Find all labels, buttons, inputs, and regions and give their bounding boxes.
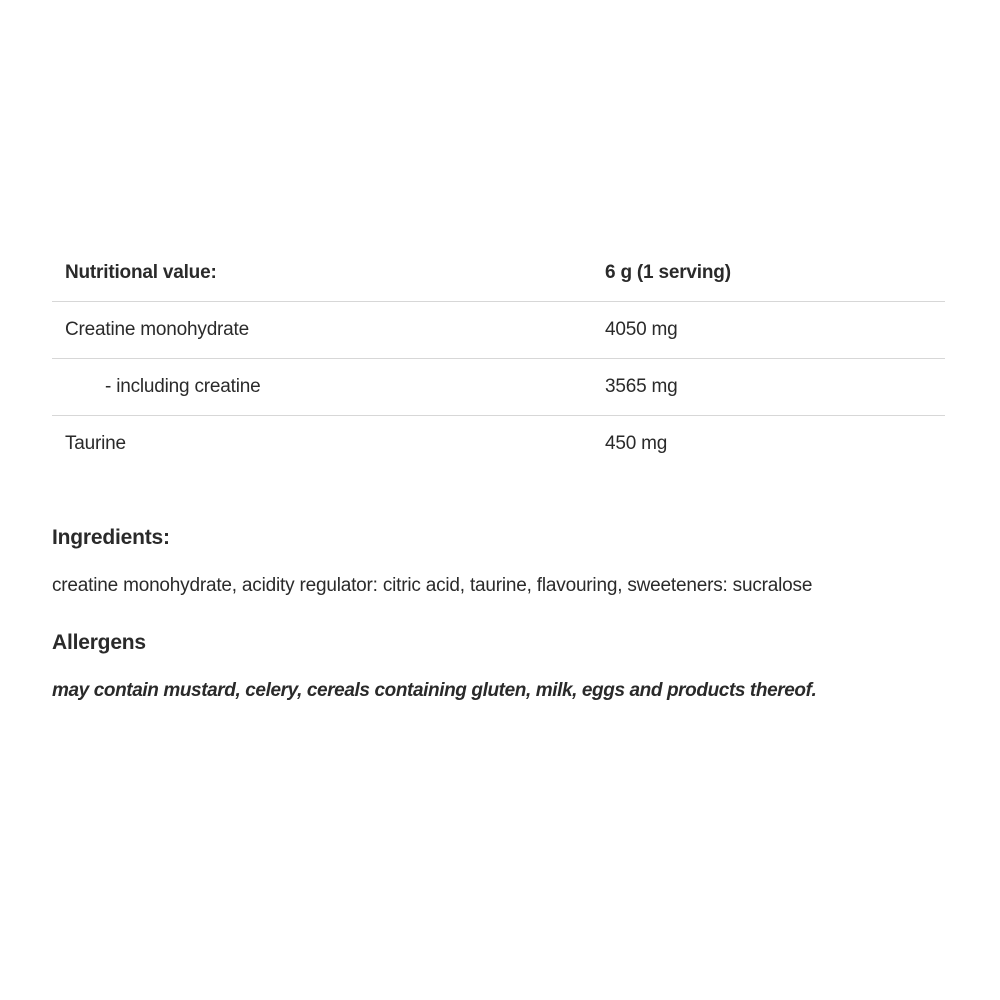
table-row: [52, 359, 945, 416]
nutrition-table-header-row: [52, 245, 945, 302]
ingredients-heading: Ingredients:: [52, 526, 170, 549]
allergens-text: may contain mustard, celery, cereals containing gluten, milk, eggs and products thereof.: [52, 680, 817, 701]
nutrient-amount: 3565 mg: [605, 376, 678, 397]
ingredients-text: creatine monohydrate, acidity regulator: citric acid, taurine, flavouring, sweeteners: sucralose: [52, 575, 813, 596]
table-row: [52, 416, 945, 472]
nutrient-name: Creatine monohydrate: [65, 319, 249, 340]
nutrient-amount: 4050 mg: [605, 319, 678, 340]
product-details-content: [52, 0, 945, 707]
nutrient-amount: 450 mg: [605, 433, 668, 454]
nutrition-table: [52, 245, 945, 472]
nutrition-header-serving: 6 g (1 serving): [605, 262, 731, 283]
table-row: [52, 302, 945, 359]
nutrient-name: Taurine: [65, 433, 126, 454]
nutrient-name-sub: - including creatine: [105, 376, 261, 397]
nutrition-header-label: Nutritional value:: [65, 262, 217, 283]
allergens-heading: Allergens: [52, 631, 146, 654]
